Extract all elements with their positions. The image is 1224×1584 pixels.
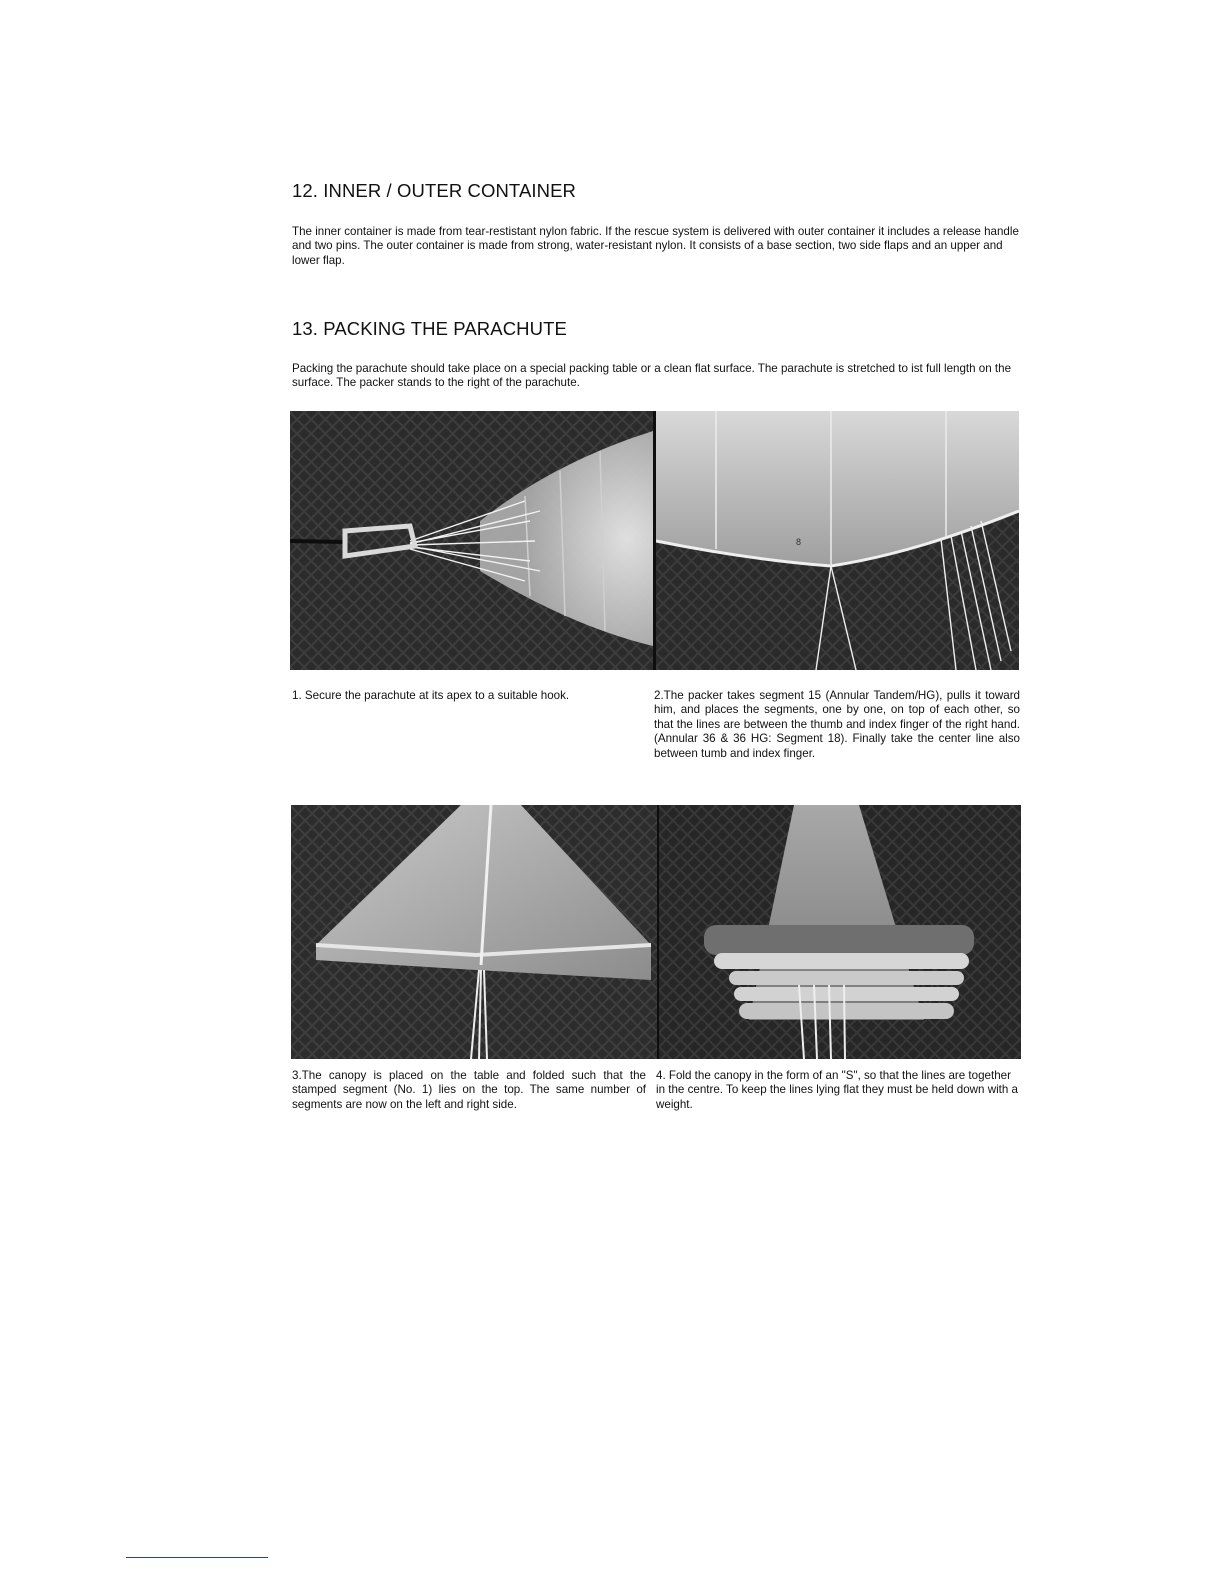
section-13-heading: 13. PACKING THE PARACHUTE — [292, 318, 567, 339]
step-1-caption: 1. Secure the parachute at its apex to a suitable hook. — [292, 689, 570, 702]
photo-s-fold-weight — [659, 805, 1021, 1059]
photo-row-1 — [290, 411, 1019, 670]
photo-row-2 — [291, 805, 1021, 1059]
photo-segments-lines — [656, 411, 1019, 670]
photo-apex-hook — [290, 411, 653, 670]
section-12-paragraph: The inner container is made from tear-restistant nylon fabric. If the rescue system is delivered with outer container it includes a release handle and two pins. The outer container is made from strong, water-resistant nylon. It consists of a base section, two side flaps and an upper and lower flap. — [292, 225, 1019, 267]
section-12-heading: 12. INNER / OUTER CONTAINER — [292, 180, 577, 201]
step-4-caption: 4. Fold the canopy in the form of an "S", so that the lines are together in the centre. To keep the lines lying flat they must be held down with a weight. — [656, 1069, 1018, 1111]
photo-folded-canopy — [291, 805, 657, 1059]
step-3-caption: 3.The canopy is placed on the table and folded such that the stamped segment (No. 1) lies on the top. The same number of segments are now on the left and right side. — [292, 1069, 646, 1111]
section-13-paragraph: Packing the parachute should take place on a special packing table or a clean flat surface. The parachute is stretched to ist full length on the surface. The packer stands to the right of the parachute. — [292, 362, 1012, 390]
step-2-caption: 2.The packer takes segment 15 (Annular Tandem/HG), pulls it toward him, and places the segments, one by one, on top of each other, so that the lines are between the thumb and index finger of the right hand. (Annular 36 & 36 HG: Segment 18). Finally take the center line also between tumb and index finger. — [654, 689, 1020, 760]
segment-number-marking: 8 — [796, 537, 802, 547]
footnote-separator — [126, 1557, 268, 1558]
